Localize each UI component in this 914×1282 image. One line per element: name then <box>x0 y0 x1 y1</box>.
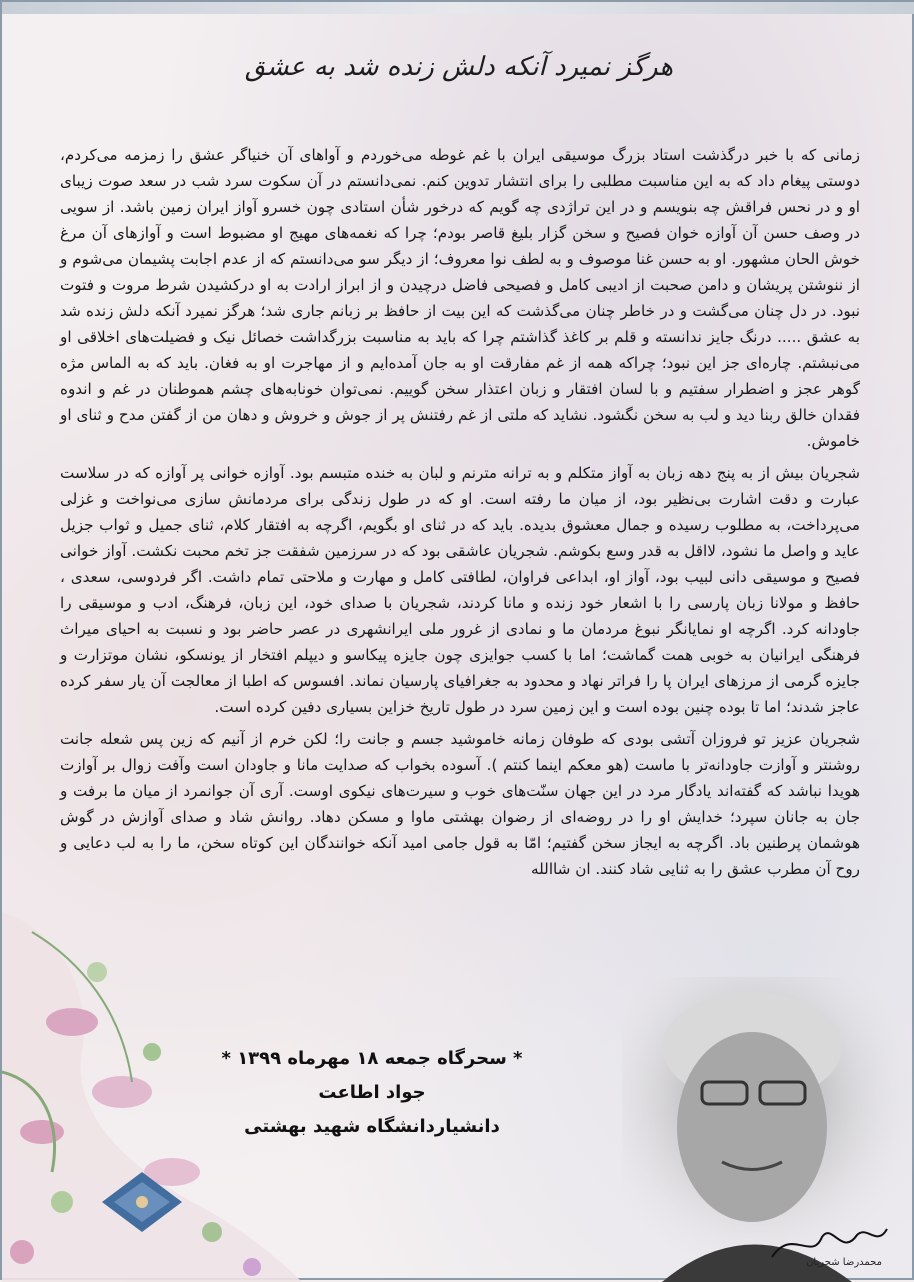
paragraph-3: شجریان عزیز تو فروزان آتشی بودی که طوفان زمانه خاموشید جسم و جانت را؛ لکن خرم از آنیم که زین پس شعله جانت روشنتر و آوازت جاودانه‌تر با ماست (هو معکم اینما کنتم ). آسوده بخواب که صدایت مانا و جاودان است وآفت زوال بر آوازت هویدا نباشد که گفته‌اند یادگار مرد در این جهان سنّت‌های خوب و سیرت‌های نیکوی اوست. آری آن جوانمرد از میان ما برفت و جان به جانان سپرد؛ خدایش او را در روضه‌ای از رضوان بهشتی ماوا و مسکن دهاد. روانش شاد و صدای آوازش در گوش هوشمان پرطنین باد. اگرچه به ایجاز سخن گفتیم؛ امّا به قول جامی امید آنکه خوانندگان این کوتاه سخن، ما را به لب دعایی و روح آن مطرب عشق را به ثنایی شاد کنند. ان شاالله <box>60 730 860 878</box>
signature-date: * سحرگاه جمعه ۱۸ مهرماه ۱۳۹۹ * <box>221 1048 523 1069</box>
page-title: هرگز نمیرد آنکه دلش زنده شد به عشق <box>244 52 674 82</box>
article-body <box>60 142 860 888</box>
paragraph-1: زمانی که با خبر درگذشت استاد بزرگ موسیقی ایران با غم غوطه می‌خوردم و آواهای آن خنیاگر عشق را زمزمه می‌کردم، دوستی پیغام داد که به این مناسبت مطلبی را برای انتشار تدوین کنم. نمی‌دانستم در آن سکوت سرد شب در سعد صوت زیبای او و در نحس فراقش چه بنویسم و در این تراژدی چه گویم که درخور شأن استادی چون خسرو آواز ایران زمین باشد. از سویی در وصف حسن آن آوازه خوان فصیح و سخن گزار بلیغ قاصر بودم؛ چرا که نغمه‌های مهیج او مضبوط است و آوازهای آن مرغ خوش الحان مشهور. او به حسن غنا موصوف و به لطف نوا معروف؛ از دیگر سو می‌دانستم که از عدم اجابت پشیمان می‌شوم و از ننوشتن پریشان و دامن صحبت از ادیبی کامل و فصیحی فاضل درچیدن و از ابراز ارادت به او درکشیدن شرط مروت و فتوت نبود. در دل چنان می‌گشت و در خاطر چنان می‌گذشت که این بیت از حافظ بر زبانم جاری شد؛ هرگز نمیرد آنکه دلش زنده شد به عشق ..... درنگ جایز ندانسته و قلم بر کاغذ گذاشتم چرا که باید به مناسبت بزرگداشت خصائل نیک و فضیلت‌های اخلاقی او می‌نبشتم. چاره‌ای جز این نبود؛ چراکه همه از غم مفارقت او به جان آمده‌ایم و از مهاجرت او به فغان. باید که به الماس مژه گوهر عجز و اضطرار سفتیم و با لسان افتقار و زبان اعتذار سخن گوییم. نمی‌توان خونابه‌های چشم هموطنان در غم و اندوه فقدان خالق ربنا دید و لب به سخن نگشود. نشاید که ملتی از غم رفتنش پر از جوش و خروش و دهان من از گفتن مدح و ثنای او خاموش. <box>60 146 860 450</box>
top-strip <box>2 2 914 14</box>
signature-affiliation: دانشیاردانشگاه شهید بهشتی <box>244 1116 500 1137</box>
paragraph-2: شجریان بیش از به پنج دهه زبان به آواز متکلم و به ترانه مترنم و لبان به خنده متبسم بود. آوازه خوانی پر آوازه که در سلاست عبارت و دقت اشارت بی‌نظیر بود، از میان ما رفته است. او که در طول زندگی برای مردمانش سازی می‌نواخت و غزلی می‌پرداخت، به مطلوب رسیده و جمال معشوق بدیده. باید که در ثنای او بگویم، اگرچه به افتقار کلام، ثنای جمیل و ثواب جزیل عاید و واصل ما نشود، لااقل به قدر وسع بکوشم. شجریان عاشقی بود که در سرزمین شفقت جز تخم محبت نکشت. آواز خوانی فصیح و موسیقی دانی لبیب بود، آواز او، ابداعی فراوان، لطافتی کامل و مهارت و ملاحتی تمام داشت. اگر فردوسی، سعدی ، حافظ و مولانا زبان پارسی را با اشعار خود زنده و مانا کردند، شجریان با صدای خود، این زبان، فرهنگ، ادب و موسیقی را جاودانه کرد. اگرچه او نمایانگر نبوغ مردمان ما و نمادی از غرور ملی ایرانشهری در عصر حاضر بود و نسبت به احیای میراث فرهنگی ایرانیان به خوبی همت گماشت؛ اما با کسب جوایزی چون جایزه پیکاسو و دیپلم افتخار از یونسکو، نشان موتزارت و جایزه گرمی از مرزهای ایران پا را فراتر نهاد و محدود به جغرافیای پارسیان نماند. افسوس که اطبا از معالجت آن یار سفر کرده عاجز شدند؛ اما تا بوده چنین بوده است و این زمین سرد در طول تاریخ خزاین بسیاری دفین کرده است. <box>60 464 860 716</box>
portrait-caption: محمدرضا شجریان <box>806 1257 882 1268</box>
signature-block <box>202 1042 542 1144</box>
signature-author: جواد اطاعت <box>318 1082 426 1103</box>
